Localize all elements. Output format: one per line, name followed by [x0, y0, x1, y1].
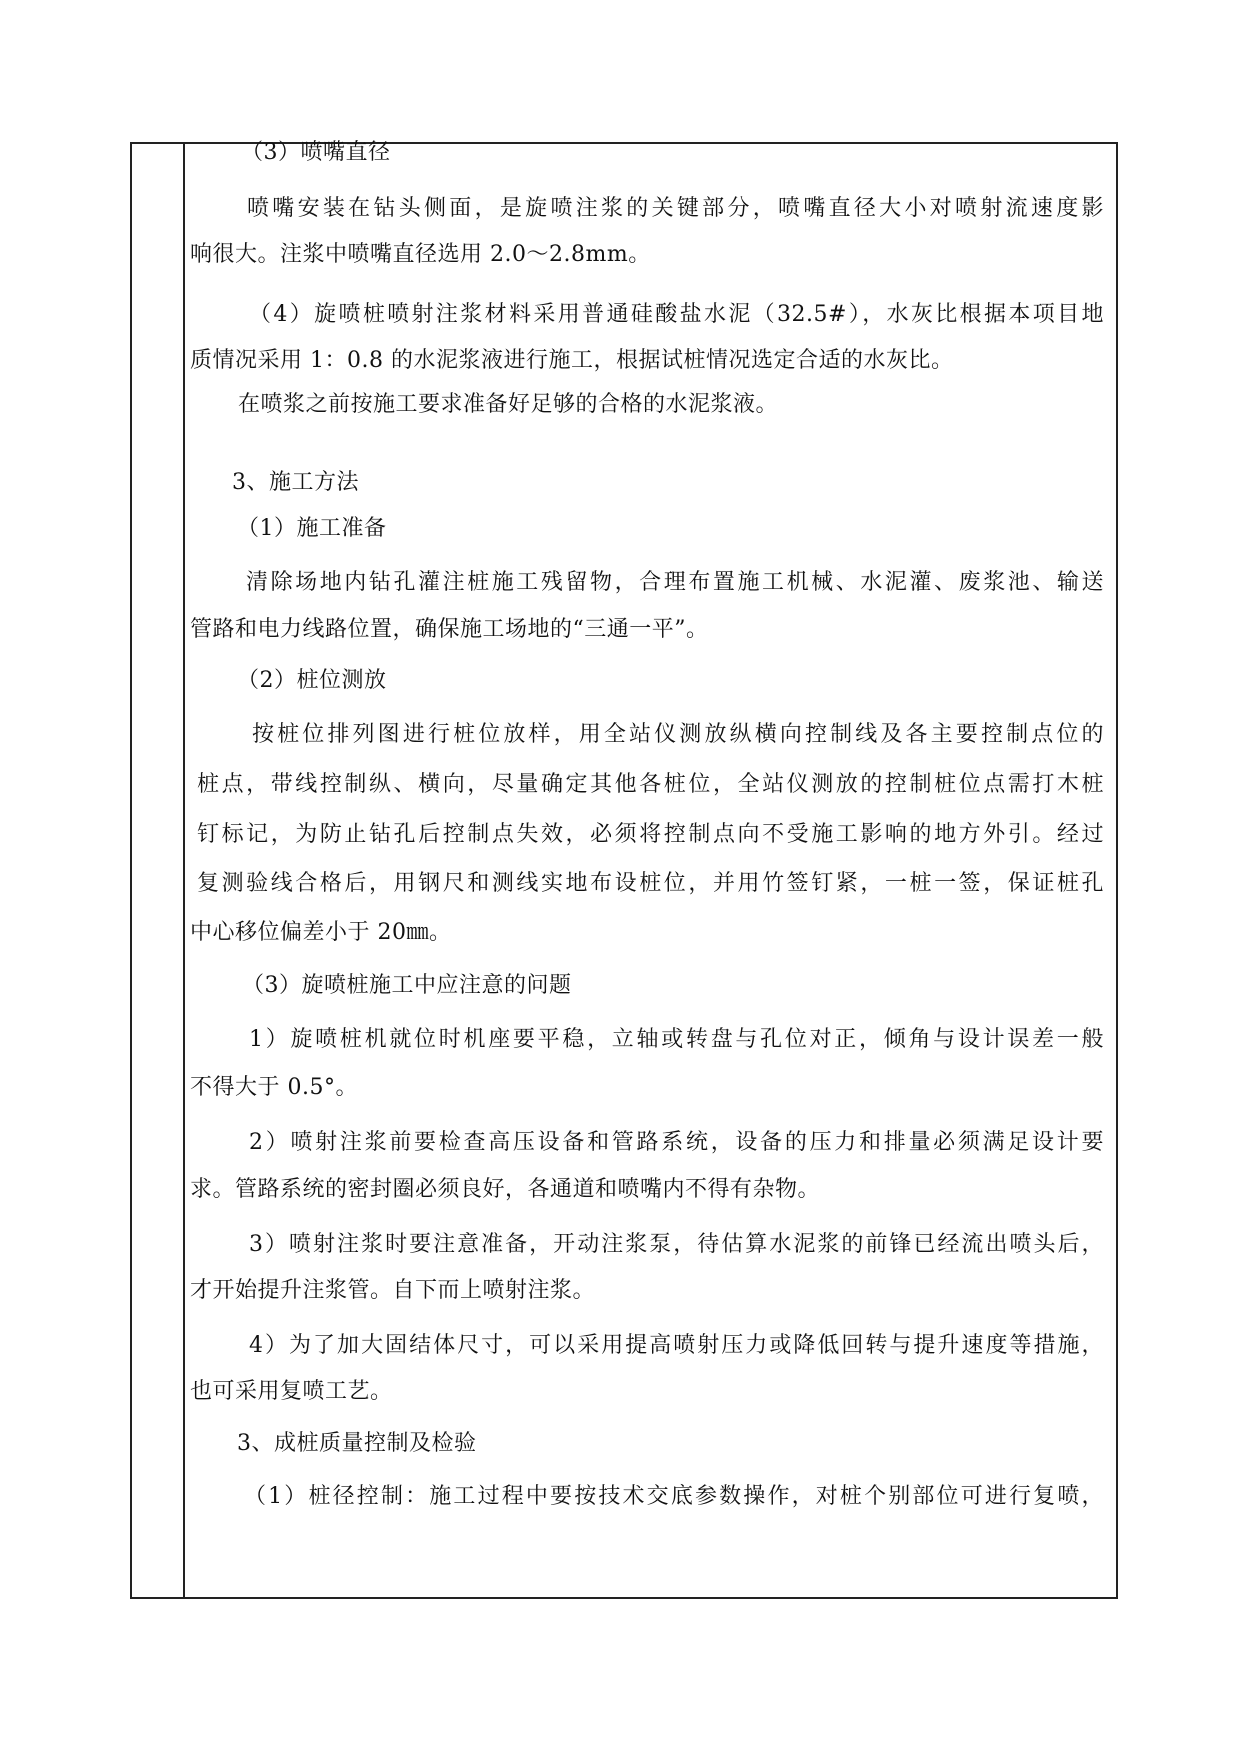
text-line: （3）喷嘴直径	[241, 140, 391, 165]
text-line: （2）桩位测放	[237, 668, 387, 693]
text-line: 求。管路系统的密封圈必须良好，各通道和喷嘴内不得有杂物。	[190, 1177, 821, 1202]
text-line: 质情况采用 1：0.8 的水泥浆液进行施工，根据试桩情况选定合适的水灰比。	[190, 348, 954, 373]
content-cell	[187, 140, 1116, 1597]
text-line: 也可采用复喷工艺。	[190, 1379, 393, 1404]
text-line: 3）喷射注浆时要注意准备，开动注浆泵，待估算水泥浆的前锋已经流出喷头后，	[249, 1232, 1104, 1257]
text-line: （3）旋喷桩施工中应注意的问题	[242, 973, 572, 998]
text-line: （4）旋喷桩喷射注浆材料采用普通硅酸盐水泥（32.5#），水灰比根据本项目地	[249, 302, 1104, 327]
text-line: 才开始提升注浆管。自下而上喷射注浆。	[190, 1278, 596, 1303]
section-heading: 3、成桩质量控制及检验	[237, 1431, 477, 1456]
section-heading: 3、施工方法	[232, 470, 359, 495]
text-line: 桩点，带线控制纵、横向，尽量确定其他各桩位，全站仪测放的控制桩位点需打木桩	[197, 772, 1104, 797]
table-frame	[130, 142, 1118, 1599]
text-line: 钉标记，为防止钻孔后控制点失效，必须将控制点向不受施工影响的地方外引。经过	[197, 822, 1104, 847]
text-line: 清除场地内钻孔灌注桩施工残留物，合理布置施工机械、水泥灌、废浆池、输送	[246, 570, 1104, 595]
text-line: 按桩位排列图进行桩位放样，用全站仪测放纵横向控制线及各主要控制点位的	[252, 722, 1104, 747]
text-line: 4）为了加大固结体尺寸，可以采用提高喷射压力或降低回转与提升速度等措施，	[249, 1333, 1104, 1358]
text-line: 不得大于 0.5°。	[190, 1075, 358, 1100]
text-line: 复测验线合格后，用钢尺和测线实地布设桩位，并用竹签钉紧，一桩一签，保证桩孔	[197, 871, 1104, 896]
text-line: 中心移位偏差小于 20㎜。	[190, 920, 452, 945]
text-line: （1）施工准备	[237, 516, 387, 541]
text-line: （1）桩径控制：施工过程中要按技术交底参数操作，对桩个别部位可进行复喷，	[244, 1484, 1104, 1509]
left-label-column	[132, 144, 185, 1597]
text-line: 1）旋喷桩机就位时机座要平稳，立轴或转盘与孔位对正，倾角与设计误差一般	[249, 1027, 1104, 1052]
text-line: 响很大。注浆中喷嘴直径选用 2.0～2.8mm。	[190, 242, 651, 267]
text-line: 管路和电力线路位置，确保施工场地的“三通一平”。	[190, 617, 709, 642]
text-line: 2）喷射注浆前要检查高压设备和管路系统，设备的压力和排量必须满足设计要	[249, 1130, 1104, 1155]
text-line: 喷嘴安装在钻头侧面，是旋喷注浆的关键部分，喷嘴直径大小对喷射流速度影	[247, 196, 1104, 221]
text-line: 在喷浆之前按施工要求准备好足够的合格的水泥浆液。	[238, 392, 779, 417]
